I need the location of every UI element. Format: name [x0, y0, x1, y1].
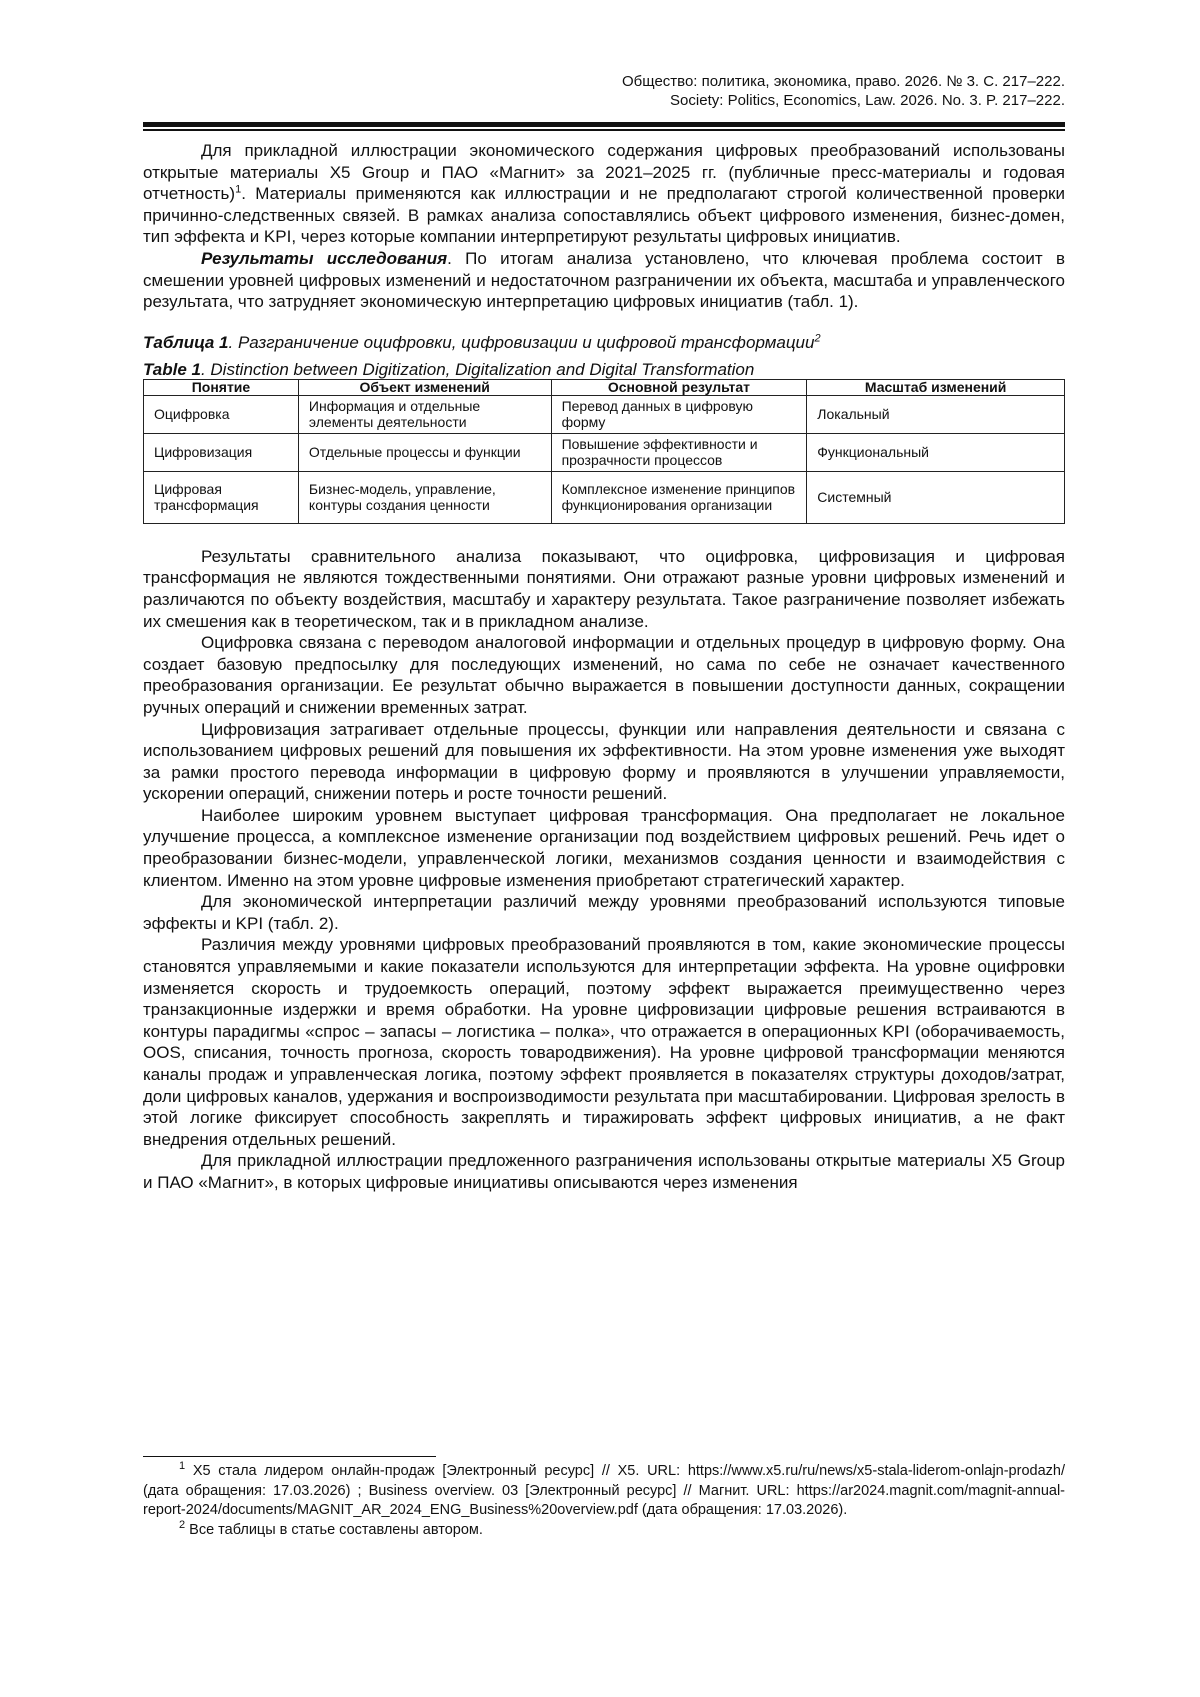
table-cell: Повышение эффективности и прозрачности процессов — [551, 433, 807, 471]
table-row — [144, 395, 1065, 433]
table-cell: Отдельные процессы и функции — [298, 433, 551, 471]
table-caption-en-text: . Distinction between Digitization, Digitalization and Digital Transformation — [200, 359, 755, 379]
header-rule-thick — [143, 122, 1065, 127]
table-row — [144, 433, 1065, 471]
footnote-ref-1[interactable]: 1 — [235, 183, 242, 196]
table-cell: Оцифровка — [144, 395, 299, 433]
footnote-2-text: Все таблицы в статье составлены автором. — [185, 1521, 483, 1538]
header-rule-thin — [143, 129, 1065, 131]
article-body — [143, 140, 1065, 1194]
footnote-1-mark: 1 — [179, 1460, 186, 1473]
table-cell: Перевод данных в цифровую форму — [551, 395, 807, 433]
table-row — [144, 471, 1065, 523]
paragraph-comparison: Результаты сравнительного анализа показывают, что оцифровка, цифровизация и цифровая трансформация не являются тождественными понятиями. Они отражают разные уровни цифровых изменений и различаются по объекту воздействия, масштабу и характеру результата. Такое разграничение позволяет избежать их смешения как в теоретическом, так и в прикладном анализе. — [143, 546, 1065, 631]
section-title-results: Результаты исследования — [201, 248, 448, 268]
paragraph-levels-differences: Различия между уровнями цифровых преобразований проявляются в том, какие экономические процессы становятся управляемыми и какие показатели используются для интерпретации эффекта. На уровне оцифровки изменяется скорость и трудоемкость операций, поэтому эффект выражается преимущественно через транзакционные издержки и время обработки. На уровне цифровизации цифровые решения встраиваются в контуры парадигмы «спрос – запасы – логистика – полка», что отражается в операционных KPI (оборачиваемость, OOS, списания, точность прогноза, скорость товародвижения). На уровне цифровой трансформации меняются каналы продаж и управленческая логика, поэтому эффект проявляется в показателях структуры доходов/затрат, доли цифровых каналов, удержания и воспроизводимости результата при масштабировании. Цифровая зрелость в этой логике фиксирует способность закреплять и тиражировать эффект цифровых инициатив, а не факт внедрения отдельных решений. — [143, 935, 1065, 1149]
table-caption-en-label: Table 1 — [143, 359, 201, 379]
header-citation-ru: Общество: политика, экономика, право. 2026. № 3. С. 217–222. — [622, 73, 1065, 90]
footnotes — [143, 1462, 1065, 1540]
table-cell: Бизнес-модель, управление, контуры создания ценности — [298, 471, 551, 523]
paragraph-results-text: . По итогам анализа установлено, что ключевая проблема состоит в смешении уровней цифровых изменений и недостаточном разграничении их объекта, масштаба и управленческого результата, что затрудняет экономическую интерпретацию цифровых инициатив (табл. 1). — [143, 248, 1065, 312]
table-caption-ru — [143, 332, 1065, 354]
paragraph-transformation: Наиболее широким уровнем выступает цифровая трансформация. Она предполагает не локальное улучшение процесса, а комплексное изменение организации под воздействием цифровых решений. Речь идет о преобразовании бизнес-модели, управленческой логики, механизмов создания ценности и взаимодействия с клиентом. Именно на этом уровне цифровые изменения приобретают стратегический характер. — [143, 805, 1065, 890]
paragraph-1-text-a: Для прикладной иллюстрации экономического содержания цифровых преобразований использованы открытые материалы X5 Group и ПАО «Магнит» за 2021–2025 гг. (публичные пресс-материалы и годовая отчетность) — [143, 141, 1065, 204]
table-cell: Цифровая трансформация — [144, 471, 299, 523]
table-header-cell: Объект изменений — [298, 379, 551, 395]
digitalization-levels-table — [143, 379, 1065, 524]
table-cell: Функциональный — [807, 433, 1065, 471]
table-cell: Локальный — [807, 395, 1065, 433]
running-header — [143, 72, 1065, 110]
footnote-separator — [143, 1456, 436, 1457]
footnote-1 — [143, 1462, 1065, 1521]
table-cell: Комплексное изменение принципов функционирования организации — [551, 471, 807, 523]
table-cell: Системный — [807, 471, 1065, 523]
table-caption-text: . Разграничение оцифровки, цифровизации и цифровой трансформации — [228, 332, 815, 352]
paragraph-digitization: Оцифровка связана с переводом аналоговой информации и отдельных процедур в цифровую форму. Она создает базовую предпосылку для последующих изменений, но сама по себе не означает качественного преобразования организации. Ее результат обычно выражается в повышении доступности данных, сокращении ручных операций и снижении временных затрат. — [143, 633, 1065, 717]
table-header-cell: Масштаб изменений — [807, 379, 1065, 395]
table-cell: Цифровизация — [144, 433, 299, 471]
table-caption-en — [143, 360, 1065, 379]
table-header-cell: Понятие — [144, 379, 299, 395]
footnote-2 — [143, 1518, 1065, 1541]
paragraph-illustration: Для прикладной иллюстрации предложенного разграничения использованы открытые материалы X5 Group и ПАО «Магнит», в которых цифровые инициативы описываются через изменения — [143, 1151, 1065, 1192]
paragraph-1 — [143, 140, 1065, 248]
paragraph-1-text-b: . Материалы применяются как иллюстрации и не предполагают строгой количественной проверки причинно-следственных связей. В рамках анализа сопоставлялись объект цифрового изменения, бизнес-домен, тип эффекта и KPI, через которые компании интерпретируют результаты цифровых инициатив. — [143, 184, 1065, 247]
table-cell: Информация и отдельные элементы деятельности — [298, 395, 551, 433]
footnote-2-mark: 2 — [179, 1518, 186, 1531]
header-citation-en: Society: Politics, Economics, Law. 2026. No. 3. P. 217–222. — [670, 92, 1065, 109]
footnote-1-text: X5 стала лидером онлайн-продаж [Электронный ресурс] // X5. URL: https://www.x5.ru/ru/news/x5-stala-liderom-onlajn-prodazh/ (дата обращения: 17.03.2026) ; Business overview. 03 [Электронный ресурс] // Магнит. URL: https://ar2024.magnit.com/magnit-annual-report-2024/documents/MAGNIT_AR_2024_ENG_Business%20overview.pdf (дата обращения: 17.03.2026). — [143, 1463, 1065, 1518]
paragraph-results — [143, 248, 1065, 313]
table-header-cell: Основной результат — [551, 379, 807, 395]
footnote-ref-2[interactable]: 2 — [814, 332, 821, 345]
paragraph-kpi-intro: Для экономической интерпретации различий между уровнями преобразований используются типовые эффекты и KPI (табл. 2). — [143, 892, 1065, 933]
paragraph-digitalization: Цифровизация затрагивает отдельные процессы, функции или направления деятельности и связана с использованием цифровых решений для повышения их эффективности. На этом уровне изменения уже выходят за рамки простого перевода информации в цифровую форму и проявляются в улучшении управляемости, ускорении операций, снижении потерь и росте точности решений. — [143, 719, 1065, 804]
table-header-row — [144, 379, 1065, 395]
table-caption-label: Таблица 1 — [143, 332, 229, 352]
